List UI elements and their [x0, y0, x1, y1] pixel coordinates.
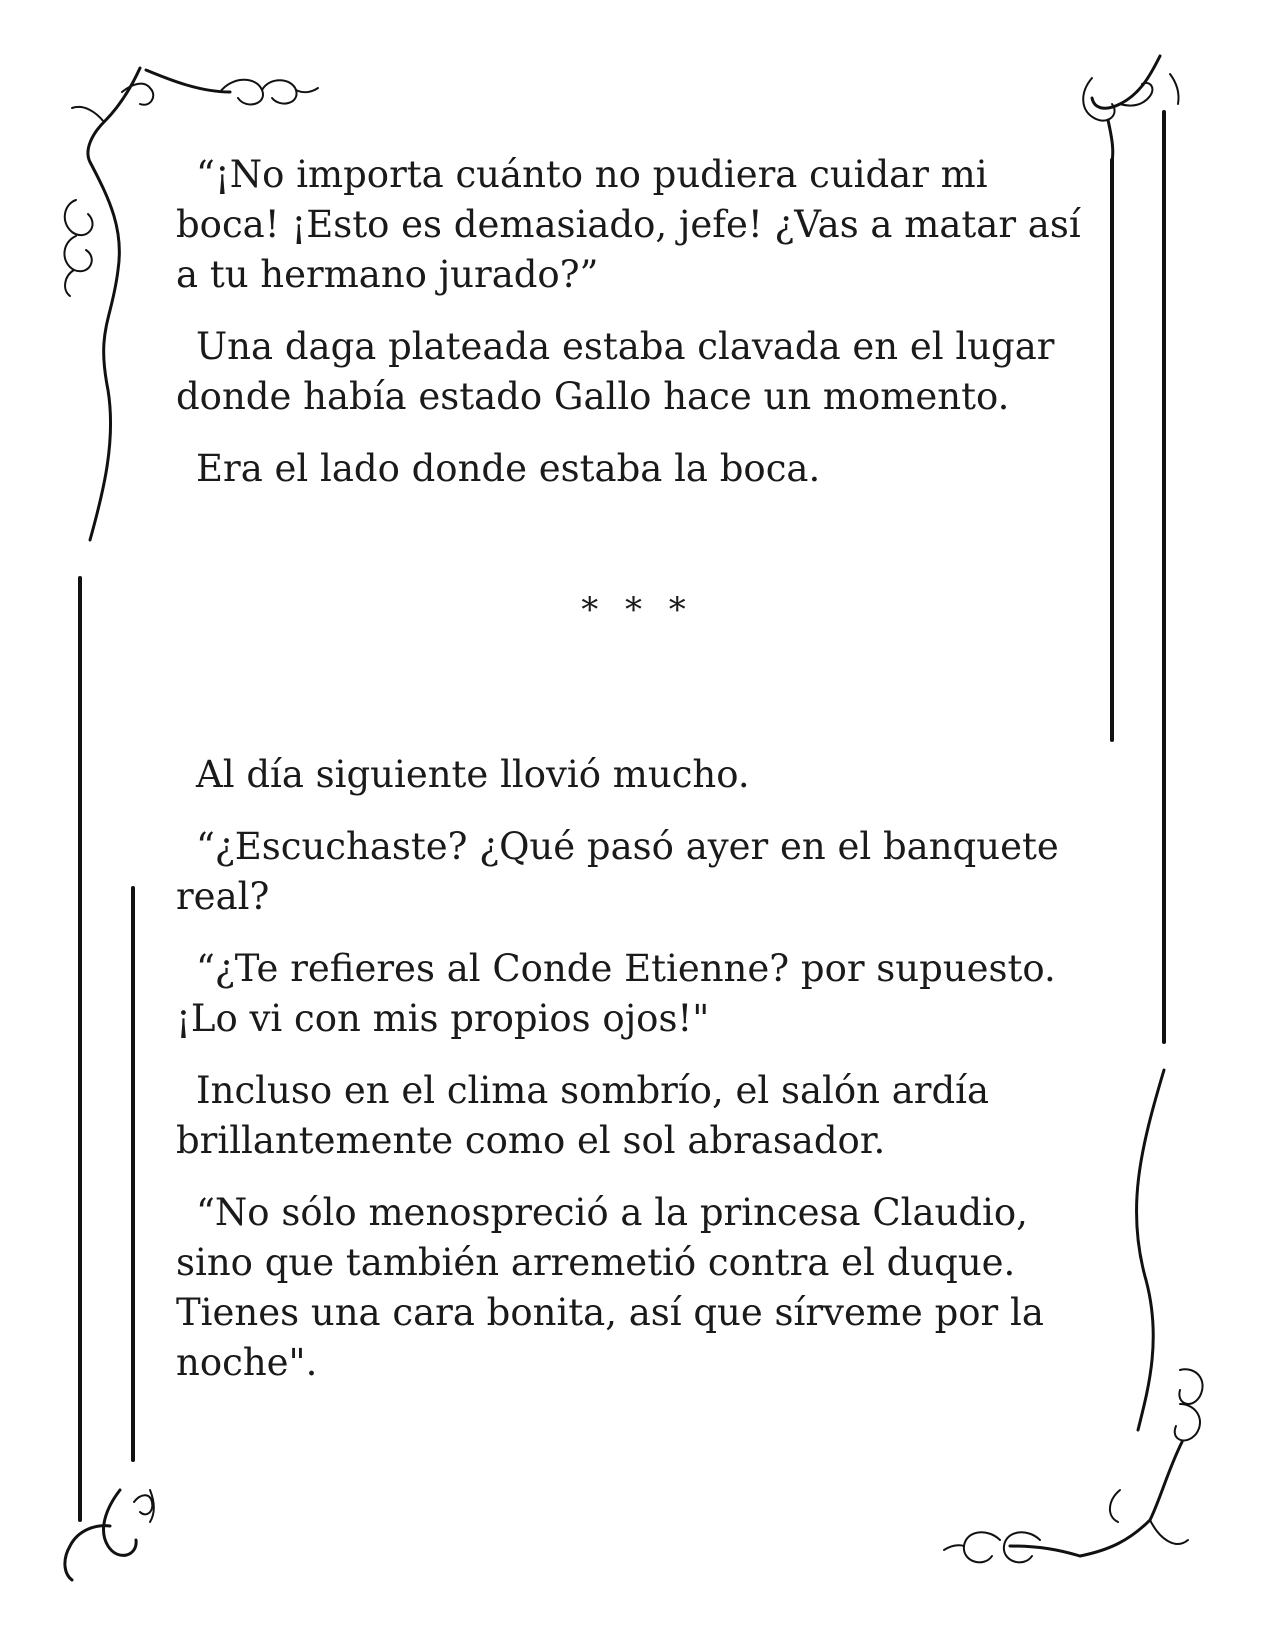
scene-break: * * * — [581, 590, 694, 630]
paragraph: “¡No importa cuánto no pudiera cuidar mi boca! ¡Esto es demasiado, jefe! ¿Vas a matar así a tu hermano jurado?” — [176, 153, 1081, 296]
text-block-part-1 — [176, 150, 1096, 494]
text-block-part-2 — [176, 750, 1096, 1388]
paragraph: “No sólo menospreció a la princesa Claudio, sino que también arremetió contra el duque. Tienes una cara bonita, así que sírveme por la noche". — [176, 1191, 1044, 1384]
paragraph: “¿Escuchaste? ¿Qué pasó ayer en el banquete real? — [176, 825, 1059, 918]
paragraph: “¿Te refieres al Conde Etienne? por supuesto. ¡Lo vi con mis propios ojos!" — [176, 947, 1056, 1040]
paragraph: Era el lado donde estaba la boca. — [196, 447, 821, 490]
paragraph: Al día siguiente llovió mucho. — [196, 753, 750, 796]
paragraph: Una daga plateada estaba clavada en el lugar donde había estado Gallo hace un momento. — [176, 325, 1055, 418]
paragraph: Incluso en el clima sombrío, el salón ardía brillantemente como el sol abrasador. — [176, 1069, 990, 1162]
